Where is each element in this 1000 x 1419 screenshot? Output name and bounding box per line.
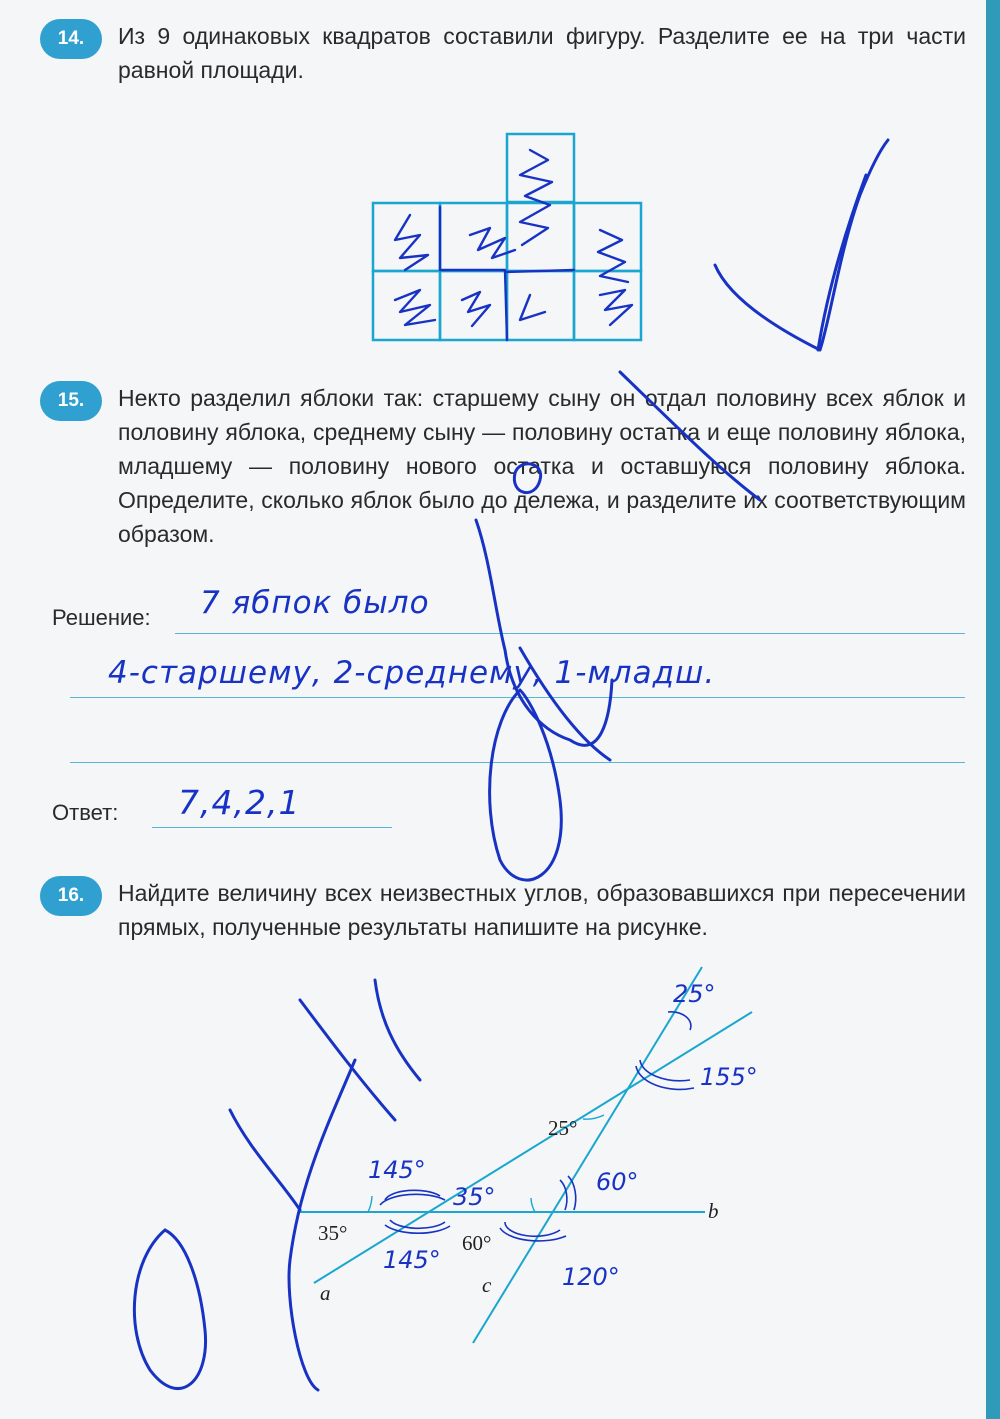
hw-angle-145-top: 145° <box>368 1156 426 1184</box>
problem-14-number: 14. <box>40 19 102 59</box>
hw-angle-155: 155° <box>700 1063 758 1091</box>
label-c: c <box>482 1273 492 1297</box>
label-a: a <box>320 1281 331 1305</box>
label-b: b <box>708 1199 719 1223</box>
solution-handwritten-1: 7 ябпок было <box>200 585 430 621</box>
angle-25: 25° <box>548 1116 578 1140</box>
problem-16-text: Найдите величину всех неизвестных углов, образовавшихся при пересечении прямых, полученные результаты напишите на рисунке. <box>118 880 966 940</box>
angle-35: 35° <box>318 1221 348 1245</box>
hw-angle-60: 60° <box>596 1168 639 1196</box>
solution-label: Решение: <box>52 605 151 630</box>
problem-15-number: 15. <box>40 381 102 421</box>
problem-15-text: Некто разделил яблоки так: старшему сыну он отдал половину всех яблок и половину яблока, среднему сыну — половину остатка и еще половину яблока, младшему — половину нового остатка и оставшуюся половину яблока. Определите, сколько яблок было до дележа, и разделите их соответствующим образом. <box>118 385 966 547</box>
answer-handwritten: 7,4,2,1 <box>178 783 301 822</box>
solution-handwritten-2: 4-старшему, 2-среднему, 1-младш. <box>108 655 716 691</box>
problem-16-number: 16. <box>40 876 102 916</box>
hw-angle-25: 25° <box>673 980 716 1008</box>
hw-angle-145-bottom: 145° <box>383 1246 441 1274</box>
answer-label: Ответ: <box>52 800 119 825</box>
hw-angle-35: 35° <box>453 1183 496 1211</box>
hw-angle-120: 120° <box>562 1263 620 1291</box>
problem-14-text: Из 9 одинаковых квадратов составили фигуру. Разделите ее на три части равной площади. <box>118 23 966 83</box>
angle-60: 60° <box>462 1231 492 1255</box>
